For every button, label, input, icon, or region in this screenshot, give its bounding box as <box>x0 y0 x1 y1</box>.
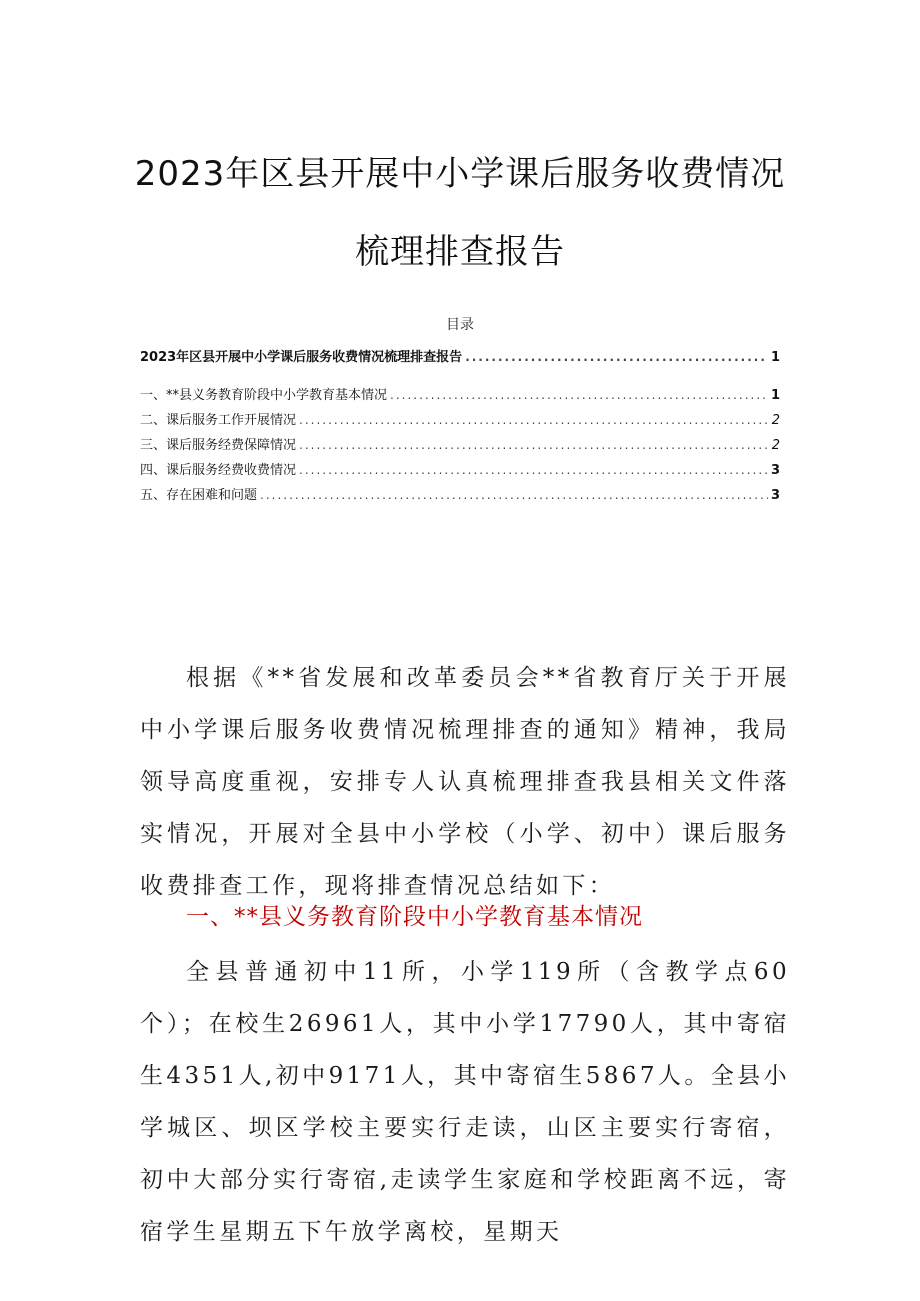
toc-entry[interactable] <box>140 409 780 434</box>
toc-entry-text: 一、**县义务教育阶段中小学教育基本情况 <box>140 388 388 403</box>
toc-entry[interactable] <box>140 434 780 459</box>
toc-entry-page: 1 <box>770 388 780 403</box>
section-heading-1: 一、**县义务教育阶段中小学教育基本情况 <box>186 904 643 930</box>
toc-entry-text: 三、课后服务经费保障情况 <box>140 438 297 453</box>
toc-leader-dots <box>299 463 768 477</box>
toc-leader-dots <box>299 413 769 427</box>
toc-entry-page: 1 <box>770 350 780 365</box>
toc-entry[interactable] <box>140 346 780 384</box>
toc-entry-page: 3 <box>770 463 780 478</box>
toc-entry-text: 二、课后服务工作开展情况 <box>140 413 297 428</box>
toc-leader-dots <box>390 388 768 402</box>
toc-entry-text: 五、存在困难和问题 <box>140 488 258 503</box>
document-title-line2: 梳理排查报告 <box>355 232 565 272</box>
toc-leader-dots <box>465 350 768 364</box>
toc-entry-text: 2023年区县开展中小学课后服务收费情况梳理排查报告 <box>140 350 463 365</box>
toc-entry-page: 2 <box>771 413 780 428</box>
section-1-paragraph: 全县普通初中11所，小学119所（含教学点60个）；在校生26961人，其中小学17790人，其中寄宿生4351人,初中9171人，其中寄宿生5867人。全县小学城区、坝区学校主要实行走读，山区主要实行寄宿，初中大部分实行寄宿,走读学生家庭和学校距离不远，寄宿学生星期五下午放学离校，星期天 <box>140 959 790 1245</box>
toc-leader-dots <box>260 488 768 502</box>
intro-paragraph: 根据《**省发展和改革委员会**省教育厅关于开展中小学课后服务收费情况梳理排查的通知》精神，我局领导高度重视，安排专人认真梳理排查我县相关文件落实情况，开展对全县中小学校（小学、初中）课后服务收费排查工作，现将排查情况总结如下： <box>140 665 790 899</box>
document-title-line1: 2023年区县开展中小学课后服务收费情况 <box>134 154 786 194</box>
toc-entry[interactable] <box>140 484 780 509</box>
toc-entry[interactable] <box>140 384 780 409</box>
table-of-contents <box>140 346 780 509</box>
toc-entry-text: 四、课后服务经费收费情况 <box>140 463 297 478</box>
toc-entry[interactable] <box>140 459 780 484</box>
toc-entry-page: 2 <box>771 438 780 453</box>
toc-heading: 目录 <box>446 317 474 333</box>
toc-leader-dots <box>299 438 769 452</box>
toc-entry-page: 3 <box>770 488 780 503</box>
